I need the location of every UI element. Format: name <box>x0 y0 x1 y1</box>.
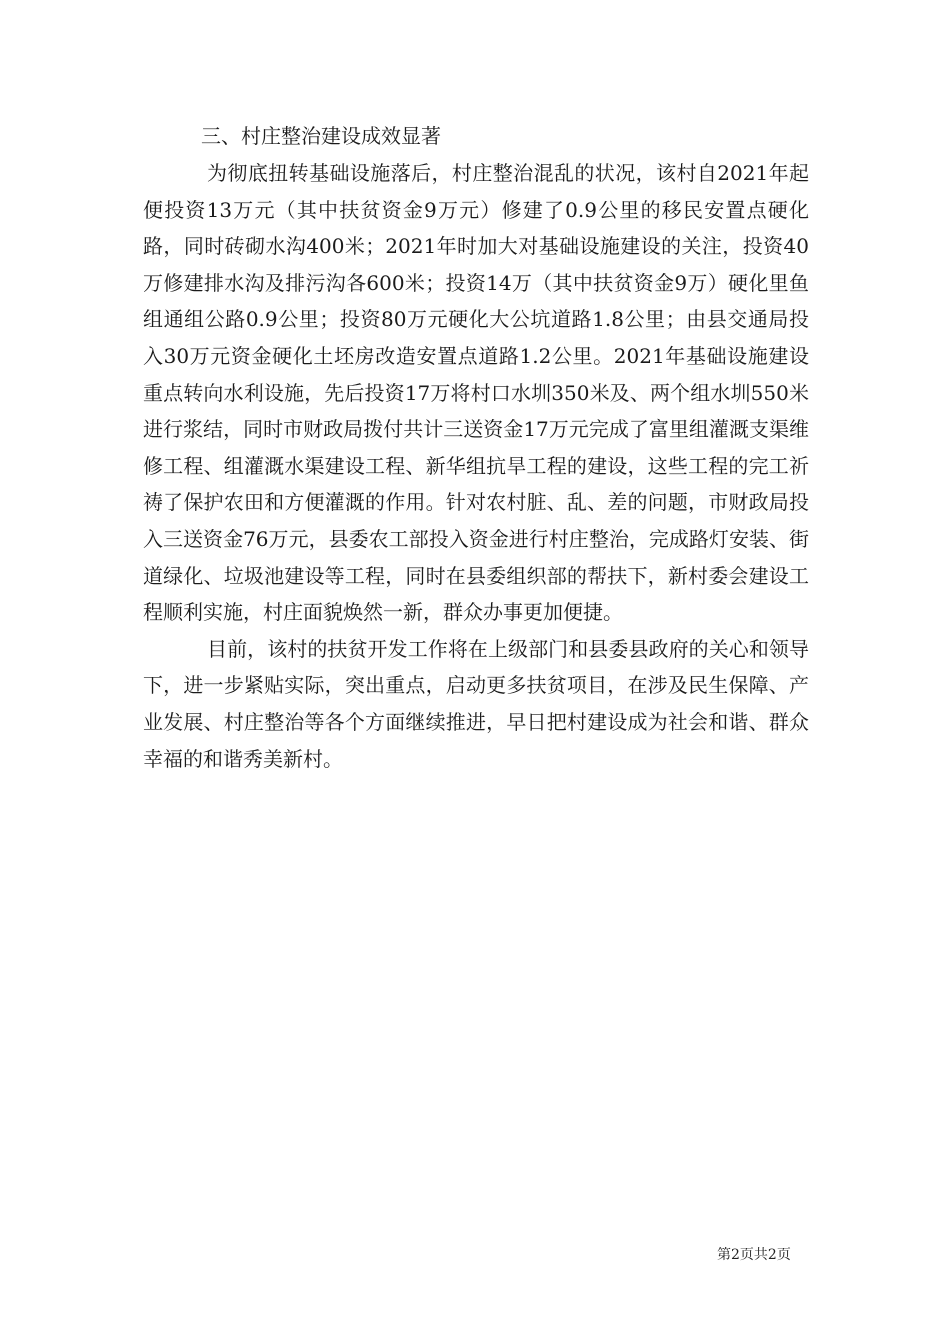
paragraph-infrastructure: 为彻底扭转基础设施落后，村庄整治混乱的状况，该村自2021年起便投资13万元（其中扶贫资金9万元）修建了0.9公里的移民安置点硬化路，同时砖砌水沟400米；2021年时加大对基础设施建设的关注，投资40万修建排水沟及排污沟各600米；投资14万（其中扶贫资金9万）硬化里鱼组通组公路0.9公里；投资80万元硬化大公坑道路1.8公里；由县交通局投入30万元资金硬化土坯房改造安置点道路1.2公里。2021年基础设施建设重点转向水利设施，先后投资17万将村口水圳350米及、两个组水圳550米进行浆结，同时市财政局拨付共计三送资金17万元完成了富里组灌溉支渠维修工程、组灌溉水渠建设工程、新华组抗旱工程的建设，这些工程的完工祈祷了保护农田和方便灌溉的作用。针对农村脏、乱、差的问题，市财政局投入三送资金76万元，县委农工部投入资金进行村庄整治，完成路灯安装、街道绿化、垃圾池建设等工程，同时在县委组织部的帮扶下，新村委会建设工程顺利实施，村庄面貌焕然一新，群众办事更加便捷。 <box>143 161 809 625</box>
paragraph-outlook: 目前，该村的扶贫开发工作将在上级部门和县委县政府的关心和领导下，进一步紧贴实际，突出重点，启动更多扶贫项目，在涉及民生保障、产业发展、村庄整治等各个方面继续推进，早日把村建设成为社会和谐、群众幸福的和谐秀美新村。 <box>143 636 809 771</box>
section-heading: 三、村庄整治建设成效显著 <box>201 124 441 148</box>
document-body <box>143 118 809 777</box>
page-number: 第2页共2页 <box>717 1247 791 1263</box>
